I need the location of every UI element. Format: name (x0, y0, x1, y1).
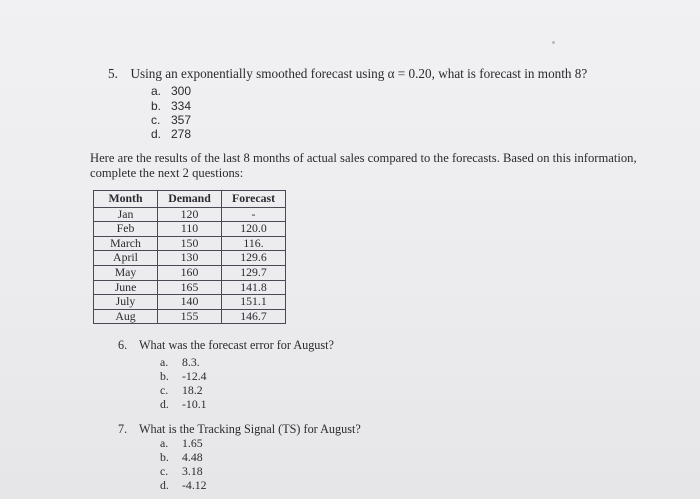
table-row (94, 207, 286, 222)
option-value: 8.3. (182, 355, 200, 369)
table-row (94, 251, 286, 266)
cell-month: June (94, 280, 158, 295)
cell-forecast: 151.1 (222, 295, 286, 310)
option-letter: c. (151, 113, 161, 127)
intro-line-1: Here are the results of the last 8 months of actual sales compared to the forecasts. Based on this information, (90, 151, 637, 165)
cell-month: July (94, 295, 158, 310)
cell-demand: 165 (158, 280, 222, 295)
question-text: What is the Tracking Signal (TS) for August? (139, 422, 361, 436)
question-7 (118, 422, 361, 437)
option-value: -12.4 (182, 369, 207, 383)
cell-demand: 130 (158, 251, 222, 266)
option-letter: b. (160, 450, 169, 464)
q7-option-a (160, 436, 203, 451)
option-letter: d. (160, 478, 169, 492)
cell-forecast: 116. (222, 236, 286, 251)
option-letter: b. (160, 369, 169, 383)
q6-option-d (160, 397, 207, 412)
cell-month: May (94, 265, 158, 280)
q7-option-b (160, 450, 203, 465)
question-5 (108, 66, 587, 82)
option-letter: b. (151, 99, 162, 113)
cell-forecast: 120.0 (222, 222, 286, 237)
option-letter: a. (151, 84, 162, 98)
cell-month: April (94, 251, 158, 266)
option-value: 4.48 (182, 450, 203, 464)
option-value: 334 (171, 99, 192, 113)
table-row (94, 309, 286, 324)
sales-table (93, 190, 286, 324)
q5-option-a (151, 84, 191, 98)
option-letter: c. (160, 464, 169, 478)
option-value: 1.65 (182, 436, 203, 450)
option-value: 300 (171, 84, 192, 98)
table-row (94, 265, 286, 280)
header-demand: Demand (158, 191, 222, 208)
q7-option-c (160, 464, 203, 479)
cell-demand: 155 (158, 309, 222, 324)
option-value: -4.12 (182, 478, 207, 492)
table-row (94, 236, 286, 251)
cell-month: Feb (94, 222, 158, 237)
q6-option-b (160, 369, 207, 384)
cell-month: March (94, 236, 158, 251)
cell-forecast: 141.8 (222, 280, 286, 295)
q6-option-a (160, 355, 200, 370)
cell-month: Jan (94, 207, 158, 222)
table-row (94, 280, 286, 295)
intro-line-2: complete the next 2 questions: (90, 166, 244, 180)
intro-paragraph (90, 151, 637, 181)
cell-demand: 110 (158, 222, 222, 237)
option-letter: d. (160, 397, 169, 411)
header-month: Month (94, 191, 158, 208)
question-number: 5. (108, 66, 118, 81)
question-number: 6. (118, 338, 128, 352)
option-value: 18.2 (182, 383, 203, 397)
q5-option-d (151, 127, 191, 141)
question-text: What was the forecast error for August? (139, 338, 334, 352)
speck (552, 41, 555, 44)
q7-option-d (160, 478, 207, 493)
table-row (94, 222, 286, 237)
option-letter: d. (151, 127, 162, 141)
cell-demand: 150 (158, 236, 222, 251)
option-value: 357 (171, 113, 192, 127)
header-forecast: Forecast (222, 191, 286, 208)
question-number: 7. (118, 422, 128, 436)
cell-demand: 140 (158, 295, 222, 310)
table-row (94, 295, 286, 310)
question-6 (118, 338, 334, 353)
option-letter: a. (160, 436, 169, 450)
option-letter: a. (160, 355, 169, 369)
table-header-row (94, 191, 286, 208)
option-value: -10.1 (182, 397, 207, 411)
cell-demand: 160 (158, 265, 222, 280)
option-letter: c. (160, 383, 169, 397)
q5-option-c (151, 113, 191, 127)
option-value: 278 (171, 127, 192, 141)
cell-forecast: 146.7 (222, 309, 286, 324)
q5-option-b (151, 99, 191, 113)
cell-forecast: 129.6 (222, 251, 286, 266)
question-text: Using an exponentially smoothed forecast using α = 0.20, what is forecast in month 8? (130, 66, 588, 81)
cell-month: Aug (94, 309, 158, 324)
cell-forecast: 129.7 (222, 265, 286, 280)
q6-option-c (160, 383, 203, 398)
cell-forecast: - (222, 207, 286, 222)
cell-demand: 120 (158, 207, 222, 222)
option-value: 3.18 (182, 464, 203, 478)
